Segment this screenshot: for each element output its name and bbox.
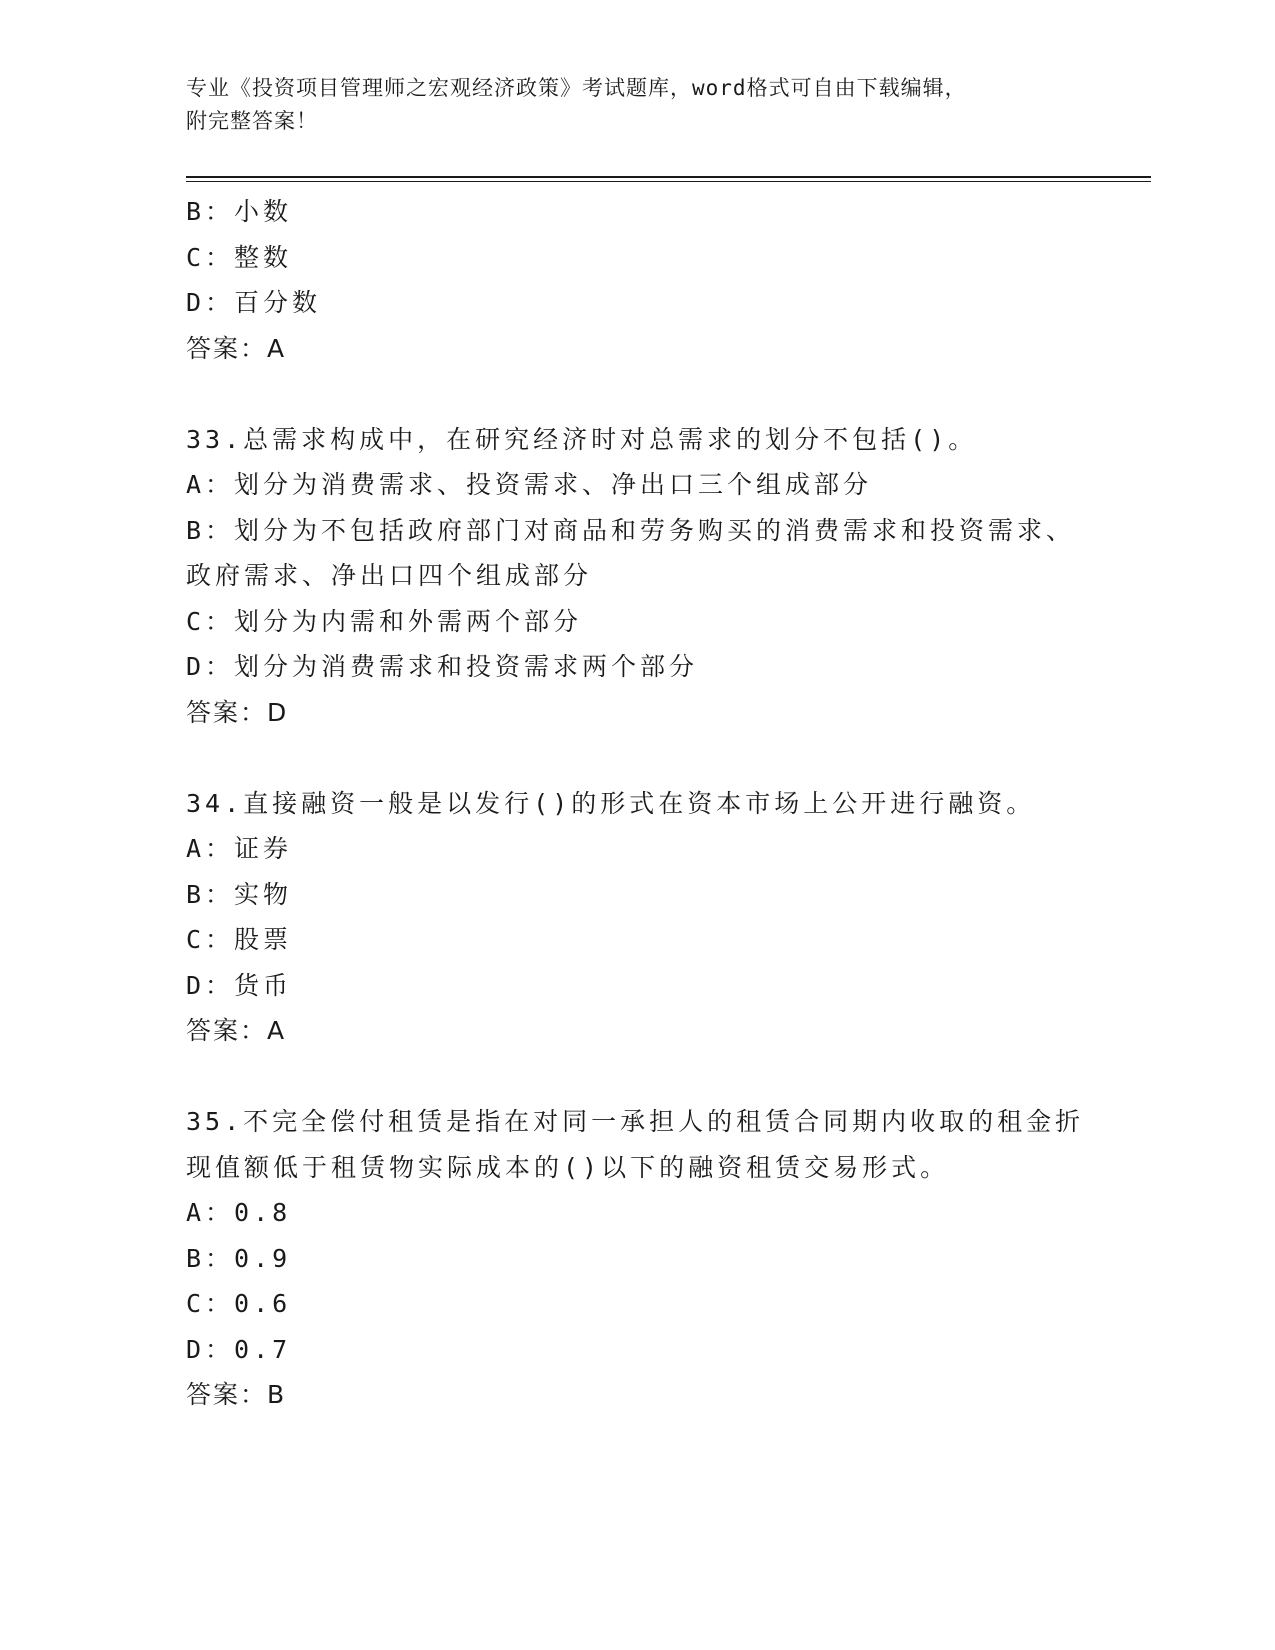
- question-stem: 33.总需求构成中，在研究经济时对总需求的划分不包括()。: [186, 424, 978, 454]
- spacer: [186, 371, 1086, 417]
- option-a: A：划分为消费需求、投资需求、净出口三个组成部分: [186, 470, 873, 499]
- question-stem-line-2: 现值额低于租赁物实际成本的()以下的融资租赁交易形式。: [186, 1152, 950, 1182]
- question-stem-line-1: 35.不完全偿付租赁是指在对同一承担人的租赁合同期内收取的租金折: [186, 1107, 1085, 1136]
- option-b-continued: 政府需求、净出口四个组成部分: [186, 561, 593, 590]
- option-a: A：0.8: [186, 1198, 292, 1227]
- header-rule-thick: [186, 176, 1151, 178]
- question-35: [186, 1099, 1086, 1418]
- option-c: C：整数: [186, 242, 293, 272]
- option-d: D：0.7: [186, 1334, 292, 1364]
- header-rule-thin: [186, 181, 1151, 182]
- option-b: B：小数: [186, 197, 293, 226]
- option-d: D：百分数: [186, 288, 322, 317]
- option-c: C：0.6: [186, 1289, 292, 1318]
- option-b: B：实物: [186, 879, 293, 909]
- spacer: [186, 735, 1086, 781]
- option-c: C：划分为内需和外需两个部分: [186, 606, 583, 636]
- header-line-2: 附完整答案！: [186, 109, 318, 133]
- header-line-1: 专业《投资项目管理师之宏观经济政策》考试题库，word格式可自由下载编辑，: [186, 76, 967, 100]
- option-d: D：划分为消费需求和投资需求两个部分: [186, 652, 699, 681]
- answer-line: 答案：A: [186, 333, 287, 363]
- question-stem: 34.直接融资一般是以发行()的形式在资本市场上公开进行融资。: [186, 788, 1036, 818]
- question-33: [186, 417, 1086, 736]
- answer-line: 答案：B: [186, 1380, 287, 1409]
- option-b: B：0.9: [186, 1243, 292, 1273]
- question-list: [186, 189, 1086, 1418]
- option-a: A：证券: [186, 834, 293, 863]
- question-32-tail: [186, 189, 1086, 371]
- option-d: D：货币: [186, 970, 293, 1000]
- option-c: C：股票: [186, 925, 293, 954]
- question-34: [186, 781, 1086, 1054]
- answer-line: 答案：A: [186, 1016, 287, 1045]
- spacer: [186, 1054, 1086, 1100]
- document-header: [186, 72, 1086, 138]
- option-b: B：划分为不包括政府部门对商品和劳务购买的消费需求和投资需求、: [186, 515, 1076, 545]
- answer-line: 答案：D: [186, 697, 289, 727]
